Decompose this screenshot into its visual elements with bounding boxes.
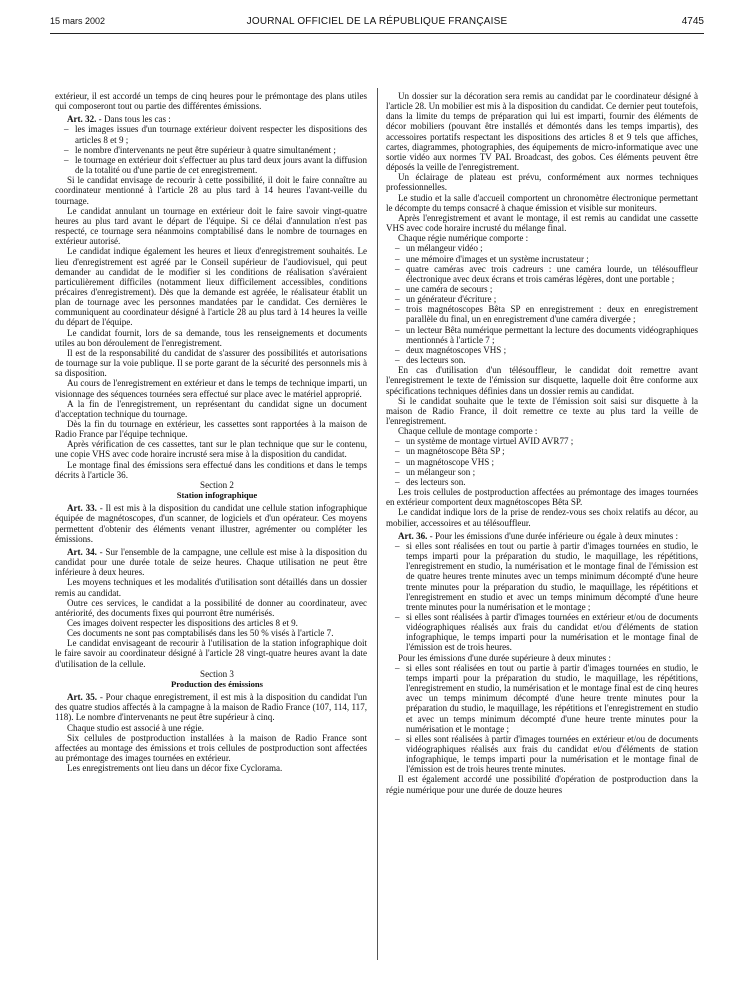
paragraph: Au cours de l'enregistrement en extérieur et dans le temps de technique imparti, un visionnage des séquences tournées sera effectué sur place avec le matériel approprié. [55,378,367,399]
list-item-text: si elles sont réalisées à partir d'images tournées en extérieur et/ou de documents vidéographiques réalisés aux frais du candidat et/ou d'éléments de station infographique, le temps imparti pour la numérisation et le montage final de l'émission est de trois heures trente minutes. [406,733,698,775]
paragraph: Six cellules de postproduction installées à la maison de Radio France sont affectées au montage des émissions et trois cellules de postproduction sont affectées au prémontage des images tournées en extérieur. [55,732,367,763]
list-item-text: deux magnétoscopes VHS ; [406,344,507,355]
list-item: – un système de montage virtuel AVID AVR77 ; [395,436,574,447]
paragraph: Il est de la responsabilité du candidat de s'assurer des possibilités et autorisations de tournage sur la voie publique. Il se porte garant de la sécurité des personnels mis à sa disposition. [55,347,367,379]
paragraph: Les moyens techniques et les modalités d'utilisation sont détaillés dans un dossier remis au candidat. [55,577,367,598]
article-text: - Dans tous les cas : [96,114,171,125]
list-item: – trois magnétoscopes Bêta SP en enregistrement : deux en enregistrement parallèle du final, un en enregistrement d'une caméra divergée ; [395,304,698,325]
list-item: – des lecteurs son. [395,355,466,366]
list-item-text: si elles sont réalisées en tout ou partie à partir d'images tournées en studio, le temps imparti pour la préparation du studio, le maquillage, les répétitions, l'enregistrement en studio, la numérisation et le montage final de l'émission est de quatre heures trente minutes avec un temps minimum décompté d'une heure trente minutes pour la préparation du studio, le maquillage, les répétitions et l'enregistrement en studio et avec un temps minimum décompté d'une heure trente minutes pour la numérisation et le montage ; [406,540,698,612]
paragraph: Chaque studio est associé à une régie. [67,722,204,733]
header-rule [50,33,704,34]
journal-title: JOURNAL OFFICIEL DE LA RÉPUBLIQUE FRANÇAISE [246,16,508,27]
list-item-text: un lecteur Bêta numérique permettant la lecture des documents vidéographiques mentionnés à l'article 7 ; [406,324,698,345]
paragraph: Les enregistrements ont lieu dans un décor fixe Cyclorama. [67,763,283,774]
paragraph: Le candidat fournit, lors de sa demande, tous les renseignements et documents utiles au bon déroulement de l'enregistrement. [55,327,367,348]
list-item: – un magnétoscope VHS ; [395,456,495,467]
section-heading: Section 3 [200,668,234,679]
section-heading: Section 2 [200,479,234,490]
article-label: Art. 34. [67,546,97,557]
article-32 [55,114,367,124]
list-item: – des lecteurs son. [395,476,466,487]
list-item: – un mélangeur vidéo ; [395,243,483,254]
list-item: – si elles sont réalisées à partir d'images tournées en extérieur et/ou de documents vidéographiques réalisés aux frais du candidat et/ou d'éléments de station infographique, le temps imparti pour la numérisation et le montage final de l'émission est de trois heures trente minutes. [395,733,698,775]
list-item-text: un générateur d'écriture ; [406,294,497,305]
list-item: – deux magnétoscopes VHS ; [395,344,507,355]
article-35 [55,692,367,722]
paragraph: A la fin de l'enregistrement, un représentant du candidat signe un document d'acceptation technique du tournage. [55,398,367,419]
article-33 [55,503,367,544]
article-34 [55,547,367,577]
list-item-text: des lecteurs son. [406,476,466,487]
paragraph: Chaque régie numérique comporte : [398,233,529,244]
list-item-text: un mélangeur son ; [406,466,476,477]
paragraph: Un éclairage de plateau est prévu, conformément aux normes techniques professionnelles. [386,172,698,193]
article-label: Art. 35. [67,692,97,703]
list-item-text: un mélangeur vidéo ; [406,243,483,254]
paragraph: Outre ces services, le candidat a la possibilité de donner au coordinateur, avec antériorité, des documents fixes qui pourront être numérisés. [55,597,367,618]
paragraph: Le candidat indique également les heures et lieux d'enregistrement souhaités. Le lieu d'enregistrement est agréé par le Conseil supérieur de l'audiovisuel, qui peut demander au candidat de le modifier si les conditions de réalisation s'avéraient particulièrement difficiles (notamment lieux difficilement accessibles, conditions précaires d'enregistrement). Dès que la demande est agréée, le réalisateur établit un plan de tournage avec les personnes mandatées par le candidat. Ces dernières le communiquent au coordinateur désigné à l'article 28 au plus tard à 14 heures la veille du départ de l'équipe. [55,246,367,328]
list-item: – si elles sont réalisées en tout ou partie à partir d'images tournées en studio, le temps imparti pour la préparation du studio, le maquillage, les répétitions, l'enregistrement en studio, la numérisation et le montage final est de cinq heures avec un temps minimum décompté d'une heure trente minutes pour la préparation du studio, le maquillage, les répétitions et l'enregistrement en studio et avec un temps minimum décompté d'une heure trente minutes pour la numérisation et le montage ; [395,662,698,734]
list-item: – si elles sont réalisées à partir d'images tournées en extérieur et/ou de documents vidéographiques réalisés aux frais du candidat et/ou d'éléments de station infographique, le temps imparti pour la numérisation et le montage final de l'émission est de trois heures. [395,611,698,653]
list-item: – un mélangeur son ; [395,466,476,477]
list-item-text: si elles sont réalisées en tout ou partie à partir d'images tournées en studio, le temps imparti pour la préparation du studio, le maquillage, les répétitions, l'enregistrement en studio, la numérisation et le montage final est de cinq heures avec un temps minimum décompté d'une heure trente minutes pour la préparation du studio, le maquillage, les répétitions et l'enregistrement en studio et avec un temps minimum décompté d'une heure trente minutes pour la numérisation et le montage ; [406,662,698,734]
paragraph: Ces images doivent respecter les dispositions des articles 8 et 9. [67,617,298,628]
list-item: – si elles sont réalisées en tout ou partie à partir d'images tournées en studio, le temps imparti pour la préparation du studio, le maquillage, les répétitions, l'enregistrement en studio, la numérisation et le montage final de l'émission est de quatre heures trente minutes avec un temps minimum décompté d'une heure trente minutes pour la préparation du studio, le maquillage, les répétitions et l'enregistrement en studio et avec un temps minimum décompté d'une heure trente minutes pour la numérisation et le montage ; [395,540,698,612]
list-item-text: un magnétoscope Bêta SP ; [406,446,505,457]
list-item-text: le tournage en extérieur doit s'effectuer au plus tard deux jours avant la diffusion de la totalité ou d'une partie de cet enregistrement. [75,154,367,176]
list-item-text: une caméra de secours ; [406,283,493,294]
paragraph: extérieur, il est accordé un temps de cinq heures pour le prémontage des plans utiles qui composeront tout ou partie des différentes émissions. [55,91,367,112]
section-title: Station infographique [176,490,258,501]
issue-date: 15 mars 2002 [50,16,106,26]
article-label: Art. 36. [398,530,428,541]
paragraph: En cas d'utilisation d'un télésouffleur, le candidat doit remettre avant l'enregistrement le texte de l'émission sur disquette, laquelle doit être conforme aux spécifications techniques définies dans un dossier remis au candidat. [386,365,698,396]
article-text: - Pour les émissions d'une durée inférieure ou égale à deux minutes : [427,530,679,541]
paragraph: Chaque cellule de montage comporte : [398,426,538,437]
paragraph: Il est également accordé une possibilité d'opération de postproduction dans la régie numérique pour une durée de douze heures [386,774,698,795]
list-item-text: une mémoire d'images et un système incrustateur ; [406,253,589,264]
paragraph: Après vérification de ces cassettes, tant sur le plan technique que sur le contenu, une copie VHS avec code horaire incrusté sera mise à la disposition du candidat. [55,439,367,460]
paragraph: Le candidat indique lors de la prise de rendez-vous ses choix relatifs au décor, au mobilier, accessoires et au télésouffleur. [386,507,698,528]
list-item-text: si elles sont réalisées à partir d'images tournées en extérieur et/ou de documents vidéographiques réalisés aux frais du candidat et/ou d'éléments de station infographique, le temps imparti pour la numérisation et le montage final de l'émission est de trois heures. [406,611,698,653]
list-item-text: un magnétoscope VHS ; [406,456,495,467]
article-36-list-2 [386,663,698,775]
list-item: – le nombre d'intervenants ne peut être supérieur à quatre simultanément ; [64,144,336,155]
list-item: – le tournage en extérieur doit s'effectuer au plus tard deux jours avant la diffusion de la totalité ou d'une partie de cet enregistrement. [64,154,367,176]
paragraph: Ces documents ne sont pas comptabilisés dans les 50 % visés à l'article 7. [67,628,334,639]
regie-list [386,243,698,365]
article-text: - Sur l'ensemble de la campagne, une cellule est mise à la disposition du candidat pour une durée totale de seize heures. Chaque utilisation ne peut être inférieure à deux heures. [55,546,367,578]
paragraph: Si le candidat souhaite que le texte de l'émission soit saisi sur disquette à la maison de Radio France, il doit remettre ce texte au plus tard la veille de l'enregistrement. [386,395,698,426]
article-text: - Il est mis à la disposition du candidat une cellule station infographique équipée de magnétoscopes, d'un scanner, de logiciels et d'un opérateur. Ces moyens permettent d'obtenir des éléments venant illustrer, agrémenter ou compléter les émissions. [55,503,367,544]
list-item: – une caméra de secours ; [395,283,493,294]
list-item: – quatre caméras avec trois cadreurs : une caméra lourde, un télésouffleur électronique avec deux écrans et trois caméras légères, dont une portable ; [395,263,698,284]
article-36-list [386,541,698,653]
article-label: Art. 32. [67,114,97,125]
section-title: Production des émissions [171,678,263,689]
article-36 [386,531,698,541]
list-item: – un lecteur Bêta numérique permettant la lecture des documents vidéographiques mentionnés à l'article 7 ; [395,324,698,345]
column-divider [377,88,378,960]
paragraph: Le candidat envisageant de recourir à l'utilisation de la station infographique doit le faire savoir au coordinateur désigné à l'article 28 vingt-quatre heures avant la date d'utilisation de la cellule. [55,638,367,669]
paragraph: Après l'enregistrement et avant le montage, il est remis au candidat une cassette VHS avec code horaire incrusté du mélange final. [386,212,698,234]
paragraph: Dès la fin du tournage en extérieur, les cassettes sont rapportées à la maison de Radio France par l'équipe technique. [55,419,367,440]
list-item-text: des lecteurs son. [406,355,466,366]
list-item: – un générateur d'écriture ; [395,294,497,305]
list-item-text: quatre caméras avec trois cadreurs : une caméra lourde, un télésouffleur électronique avec deux écrans et trois caméras légères, dont une portable ; [406,263,698,284]
paragraph: Le candidat annulant un tournage en extérieur doit le faire savoir vingt-quatre heures au plus tard avant le départ de l'équipe. Si ce délai d'annulation n'est pas respecté, ce tournage sera néanmoins comptabilisé dans le nombre de tournages en extérieur autorisé. [55,205,367,247]
left-column [55,91,367,773]
list-item-text: trois magnétoscopes Bêta SP en enregistrement : deux en enregistrement parallèle du final, un en enregistrement d'une caméra divergée ; [406,304,698,325]
paragraph: Pour les émissions d'une durée supérieure à deux minutes : [398,652,611,663]
list-item-text: les images issues d'un tournage extérieur doivent respecter les dispositions des articles 8 et 9 ; [75,124,367,145]
article-label: Art. 33. [67,503,97,514]
page-header [50,16,704,30]
paragraph: Le montage final des émissions sera effectué dans les conditions et dans le temps décrits à l'article 36. [55,459,367,480]
article-text: - Pour chaque enregistrement, il est mis à la disposition du candidat l'un des quatre studios affectés à la campagne à la maison de Radio France (107, 114, 117, 118). Le nombre d'intervenants ne peut être supérieur à cinq. [55,692,367,723]
right-column [386,91,698,795]
article-32-list [55,124,367,175]
paragraph: Le studio et la salle d'accueil comportent un chronomètre électronique permettant le décompte du temps consacré à chaque émission et visible sur moniteurs. [386,192,698,213]
paragraph: Si le candidat envisage de recourir à cette possibilité, il doit le faire connaître au coordinateur mentionné à l'article 28 au plus tard à 14 heures l'avant-veille du tournage. [55,175,367,206]
list-item-text: le nombre d'intervenants ne peut être supérieur à quatre simultanément ; [75,144,336,155]
page-number: 4745 [681,16,704,27]
paragraph: Un dossier sur la décoration sera remis au candidat par le coordinateur désigné à l'article 28. Un mobilier est mis à la disposition du candidat. Ce dernier peut toutefois, dans la limite du temps de préparation qui lui est imparti, fournir des éléments de décor mobiliers (pouvant être installés et démontés dans les temps impartis), des accessoires portatifs respectant les dispositions des articles 8 et 9 tels que affiches, cartes, diagrammes, photographies, des équipements de micro-informatique avec une sortie vidéo aux normes TV PAL Broadcast, des gobos. Ces éléments peuvent être déposés la veille de l'enregistrement. [386,91,698,173]
montage-list [386,436,698,487]
list-item: – les images issues d'un tournage extérieur doivent respecter les dispositions des articles 8 et 9 ; [64,124,367,145]
list-item: – un magnétoscope Bêta SP ; [395,446,505,457]
paragraph: Les trois cellules de postproduction affectées au prémontage des images tournées en extérieur comportent deux magnétoscopes Bêta SP. [386,487,698,508]
list-item-text: un système de montage virtuel AVID AVR77 ; [406,436,574,447]
list-item: – une mémoire d'images et un système incrustateur ; [395,253,589,264]
